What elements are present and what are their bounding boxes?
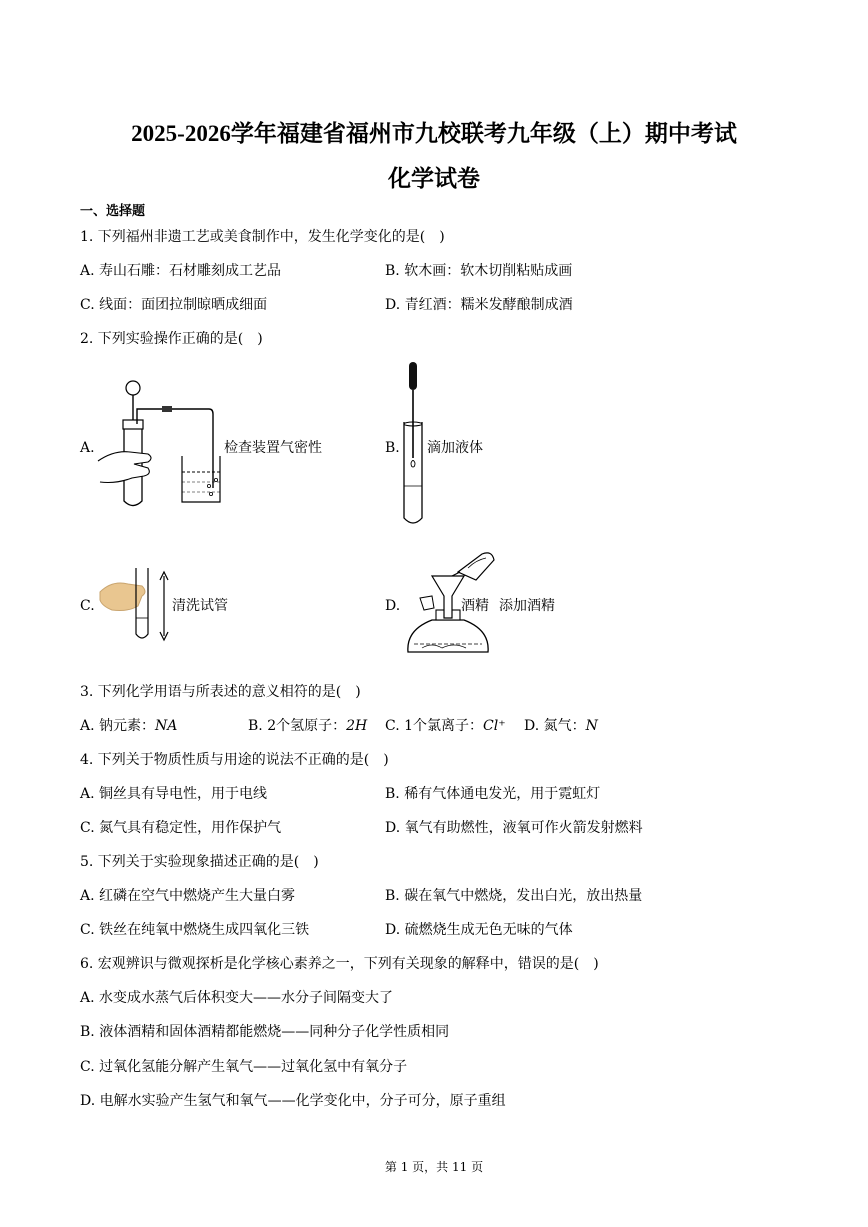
q3-option-d-text: D. 氮气： [524,718,586,734]
q4-option-d: D. 氧气有助燃性，液氧可作火箭发射燃料 [385,820,643,836]
q2-option-d-letter: D. [385,598,401,614]
q3-option-a-symbol: NA [155,718,178,734]
q2-option-d-caption: 添加酒精 [499,598,555,614]
q1-option-b: B. 软木画：软木切削粘贴成画 [385,263,573,279]
q6-option-c: C. 过氧化氢能分解产生氧气——过氧化氢中有氧分子 [80,1059,408,1075]
q1-option-d: D. 青红酒：糯米发酵酿制成酒 [385,297,573,313]
q3-option-b [248,717,367,735]
q4-option-b: B. 稀有气体通电发光，用于霓虹灯 [385,786,601,802]
q3-option-b-symbol: 2H [346,718,368,734]
paper-title-line2: 化学试卷 [388,166,480,191]
q4-option-c: C. 氮气具有稳定性，用作保护气 [80,820,282,836]
q3-option-b-text: B. 2个氢原子： [248,718,347,734]
q6-option-d: D. 电解水实验产生氢气和氧气——化学变化中，分子可分，原子重组 [80,1093,506,1109]
q6-option-a: A. 水变成水蒸气后体积变大——水分子间隔变大了 [80,990,394,1006]
q6-stem: 6. 宏观辨识与微观探析是化学核心素养之一，下列有关现象的解释中，错误的是( ) [80,956,599,972]
q3-stem: 3. 下列化学用语与所表述的意义相符的是( ) [80,684,361,700]
q3-option-a-text: A. 钠元素： [80,718,156,734]
q5-option-a: A. 红磷在空气中燃烧产生大量白雾 [80,888,296,904]
q3-option-c [385,717,506,735]
q5-option-d: D. 硫燃烧生成无色无味的气体 [385,922,573,938]
q3-option-c-symbol: Cl⁺ [483,718,506,734]
q3-option-a [80,717,177,735]
cleaning-test-tube-figure [98,566,172,644]
q2-option-d-label: 酒精 [461,598,489,614]
q5-option-b: B. 碳在氧气中燃烧，发出白光，放出热量 [385,888,643,904]
q2-option-c-letter: C. [80,598,95,614]
q4-stem: 4. 下列关于物质性质与用途的说法不正确的是( ) [80,752,389,768]
q5-stem: 5. 下列关于实验现象描述正确的是( ) [80,854,319,870]
q1-stem: 1. 下列福州非遗工艺或美食制作中，发生化学变化的是( ) [80,229,445,245]
q5-option-c: C. 铁丝在纯氧中燃烧生成四氧化三铁 [80,922,310,938]
dropper-test-tube-figure [398,360,430,530]
q2-option-a-caption: 检查装置气密性 [224,440,322,456]
q3-option-d-symbol: N [585,718,598,734]
q3-option-c-text: C. 1个氯离子： [385,718,484,734]
q2-option-b-letter: B. [385,440,400,456]
section-heading: 一、选择题 [80,204,146,219]
paper-title-line1: 2025-2026学年福建省福州市九校联考九年级（上）期中考试 [131,121,737,146]
q4-option-a: A. 铜丝具有导电性，用于电线 [80,786,268,802]
q2-stem: 2. 下列实验操作正确的是( ) [80,331,263,347]
page-footer: 第 1 页，共 11 页 [384,1160,484,1174]
q2-option-c-caption: 清洗试管 [172,598,228,614]
q3-option-d [524,717,598,735]
q1-option-a: A. 寿山石雕：石材雕刻成工艺品 [80,263,282,279]
q2-option-a-letter: A. [80,440,95,456]
q1-option-c: C. 线面：面团拉制晾晒成细面 [80,297,268,313]
q2-option-b-caption: 滴加液体 [427,440,483,456]
q6-option-b: B. 液体酒精和固体酒精都能燃烧——同种分子化学性质相同 [80,1024,450,1040]
airtightness-apparatus-figure [96,376,224,510]
